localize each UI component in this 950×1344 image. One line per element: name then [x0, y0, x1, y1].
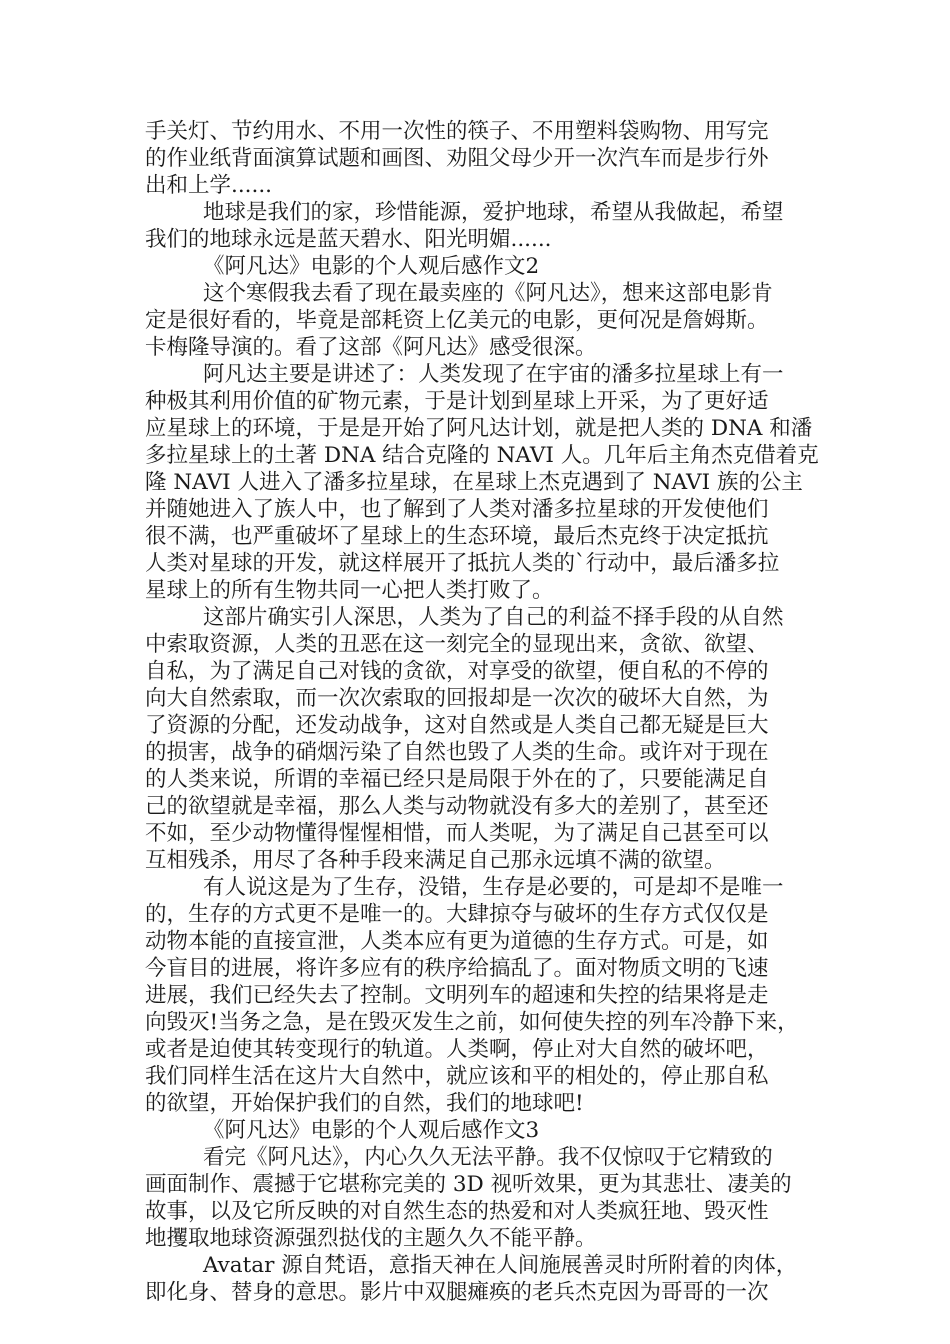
text-line: 我们同样生活在这片大自然中，就应该和平的相处的，停止那自私	[145, 1064, 769, 1089]
text-line: 卡梅隆导演的。看了这部《阿凡达》感受很深。	[145, 335, 597, 360]
text-line: 的，生存的方式更不是唯一的。大肆掠夺与破坏的生存方式仅仅是	[145, 902, 769, 927]
text-line: 进展，我们已经失去了控制。文明列车的超速和失控的结果将是走	[145, 983, 769, 1008]
text-line: Avatar 源自梵语，意指天神在人间施展善灵时所附着的肉体，	[203, 1253, 798, 1278]
text-line: 《阿凡达》电影的个人观后感作文3	[203, 1118, 540, 1143]
text-line: 向毁灭!当务之急，是在毁灭发生之前，如何使失控的列车冷静下来，	[145, 1010, 799, 1035]
text-line: 定是很好看的，毕竟是部耗资上亿美元的电影，更何况是詹姆斯。	[145, 308, 769, 333]
text-line: 手关灯、节约用水、不用一次性的筷子、不用塑料袋购物、用写完	[145, 119, 769, 144]
text-line: 地攫取地球资源强烈挞伐的主题久久不能平静。	[145, 1226, 597, 1251]
text-line: 并随她进入了族人中，也了解到了人类对潘多拉星球的开发使他们	[145, 497, 769, 522]
text-line: 动物本能的直接宣泄，人类本应有更为道德的生存方式。可是，如	[145, 929, 769, 954]
text-line: 隆 NAVI 人进入了潘多拉星球，在星球上杰克遇到了 NAVI 族的公主	[145, 470, 803, 495]
text-line: 应星球上的环境，于是是开始了阿凡达计划，就是把人类的 DNA 和潘	[145, 416, 813, 441]
text-line: 我们的地球永远是蓝天碧水、阳光明媚......	[145, 227, 552, 252]
text-line: 的损害，战争的硝烟污染了自然也毁了人类的生命。或许对于现在	[145, 740, 769, 765]
text-line: 今盲目的进展，将许多应有的秩序给搞乱了。面对物质文明的飞速	[145, 956, 769, 981]
text-line: 的欲望，开始保护我们的自然，我们的地球吧!	[145, 1091, 584, 1116]
text-line: 星球上的所有生物共同一心把人类打败了。	[145, 578, 554, 603]
text-line: 有人说这是为了生存，没错，生存是必要的，可是却不是唯一	[203, 875, 784, 900]
text-line: 的作业纸背面演算试题和画图、劝阻父母少开一次汽车而是步行外	[145, 146, 769, 171]
text-line: 出和上学......	[145, 173, 273, 198]
text-line: 种极其利用价值的矿物元素，于是计划到星球上开采，为了更好适	[145, 389, 769, 414]
document-body	[145, 118, 819, 1306]
text-line: 了资源的分配，还发动战争，这对自然或是人类自己都无疑是巨大	[145, 713, 769, 738]
text-line: 画面制作、震撼于它堪称完美的 3D 视听效果，更为其悲壮、凄美的	[145, 1172, 792, 1197]
text-line: 多拉星球上的土著 DNA 结合克隆的 NAVI 人。几年后主角杰克借着克	[145, 443, 819, 468]
text-line: 自私，为了满足自己对钱的贪欲，对享受的欲望，便自私的不停的	[145, 659, 769, 684]
text-line: 中索取资源，人类的丑恶在这一刻完全的显现出来，贪欲、欲望、	[145, 632, 769, 657]
text-line: 或者是迫使其转变现行的轨道。人类啊，停止对大自然的破坏吧，	[145, 1037, 769, 1062]
text-line: 人类对星球的开发，就这样展开了抵抗人类的`行动中，最后潘多拉	[145, 551, 780, 576]
text-line: 己的欲望就是幸福，那么人类与动物就没有多大的差别了，甚至还	[145, 794, 769, 819]
text-line: 故事，以及它所反映的对自然生态的热爱和对人类疯狂地、毁灭性	[145, 1199, 769, 1224]
text-line: 的人类来说，所谓的幸福已经只是局限于外在的了，只要能满足自	[145, 767, 769, 792]
text-line: 地球是我们的家，珍惜能源，爱护地球，希望从我做起，希望	[203, 200, 784, 225]
text-line: 这部片确实引人深思，人类为了自己的利益不择手段的从自然	[203, 605, 784, 630]
text-line: 很不满，也严重破坏了星球上的生态环境，最后杰克终于决定抵抗	[145, 524, 769, 549]
text-line: 看完《阿凡达》，内心久久无法平静。我不仅惊叹于它精致的	[203, 1145, 773, 1170]
text-line: 不如，至少动物懂得惺惺相惜，而人类呢，为了满足自己甚至可以	[145, 821, 769, 846]
text-line: 这个寒假我去看了现在最卖座的《阿凡达》，想来这部电影肯	[203, 281, 773, 306]
text-line: 向大自然索取，而一次次索取的回报却是一次次的破坏大自然，为	[145, 686, 769, 711]
text-line: 《阿凡达》电影的个人观后感作文2	[203, 254, 540, 279]
text-line: 阿凡达主要是讲述了：人类发现了在宇宙的潘多拉星球上有一	[203, 362, 784, 387]
text-line: 即化身、替身的意思。影片中双腿瘫痪的老兵杰克因为哥哥的一次	[145, 1280, 769, 1305]
text-line: 互相残杀，用尽了各种手段来满足自己那永远填不满的欲望。	[145, 848, 726, 873]
